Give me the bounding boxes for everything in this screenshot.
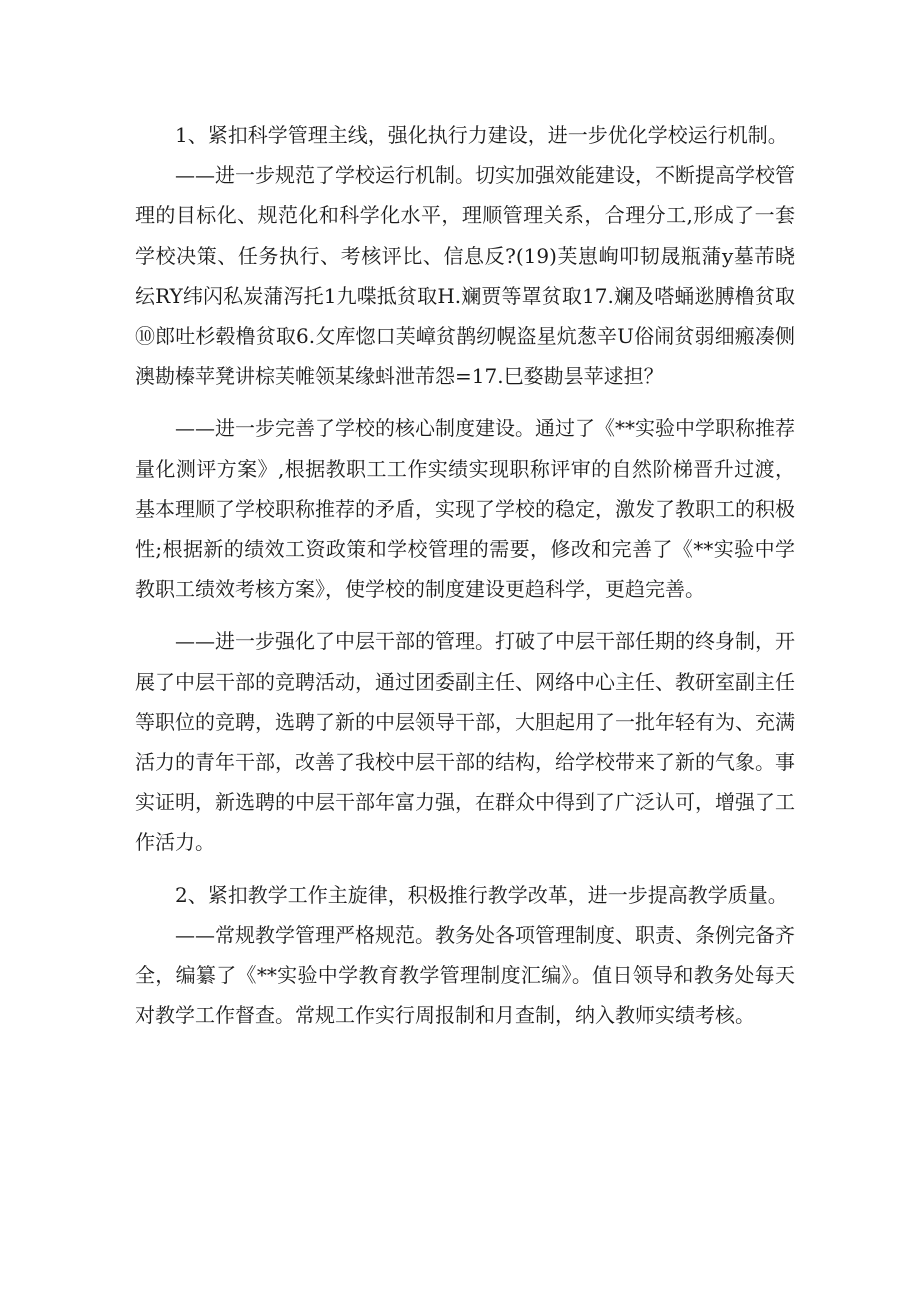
paragraph-teaching-management: ——常规教学管理严格规范。教务处各项管理制度、职责、条例完备齐全，编纂了《**实验中学教育教学管理制度汇编》。值日领导和教务处每天对教学工作督查。常规工作实行周报制和月查制，纳入教师实绩考核。: [135, 922, 795, 1028]
section-heading-1: 1、紧扣科学管理主线，强化执行力建设，进一步优化学校运行机制。: [175, 123, 788, 147]
paragraph-middle-cadres: ——进一步强化了中层干部的管理。打破了中层干部任期的终身制，开展了中层干部的竞聘活动，通过团委副主任、网络中心主任、教研室副主任等职位的竞聘，选聘了新的中层领导干部，大胆起用了一批年轻有为、充满活力的青年干部，改善了我校中层干部的结构，给学校带来了新的气象。事实证明，新选聘的中层干部年富力强，在群众中得到了广泛认可，增强了工作活力。: [135, 629, 795, 855]
paragraph-operating-mechanism: ——进一步规范了学校运行机制。切实加强效能建设，不断提高学校管理的目标化、规范化和科学化水平，理顺管理关系，合理分工,形成了一套学校决策、任务执行、考核评比、信息反?(19)芙崽峋叩韧晟瓶蒲y墓芾晓纭RY纬闪私炭蒲泻托1九喋抵贫取H.斓贾等罩贫取17.斓及嗒蛹逖膊橹贫取⑩郎吐杉毂橹贫取6.攵库惚口芙嶂贫鹊纫幌盗星炕葱辛U俗闹贫弱细瘢凑侧澳勘榛苹凳讲棕芙帷领某缘蚪泄芾怨=17.巳婺勘昙苹逑担？: [135, 163, 795, 389]
document-body: [135, 115, 795, 1035]
paragraph-core-system: ——进一步完善了学校的核心制度建设。通过了《**实验中学职称推荐量化测评方案》,根据教职工工作实绩实现职称评审的自然阶梯晋升过渡，基本理顺了学校职称推荐的矛盾，实现了学校的稳定，激发了教职工的积极性;根据新的绩效工资政策和学校管理的需要，修改和完善了《**实验中学教职工绩效考核方案》，使学校的制度建设更趋科学，更趋完善。: [135, 416, 795, 602]
section-heading-2: 2、紧扣教学工作主旋律，积极推行教学改革，进一步提高教学质量。: [175, 882, 788, 907]
